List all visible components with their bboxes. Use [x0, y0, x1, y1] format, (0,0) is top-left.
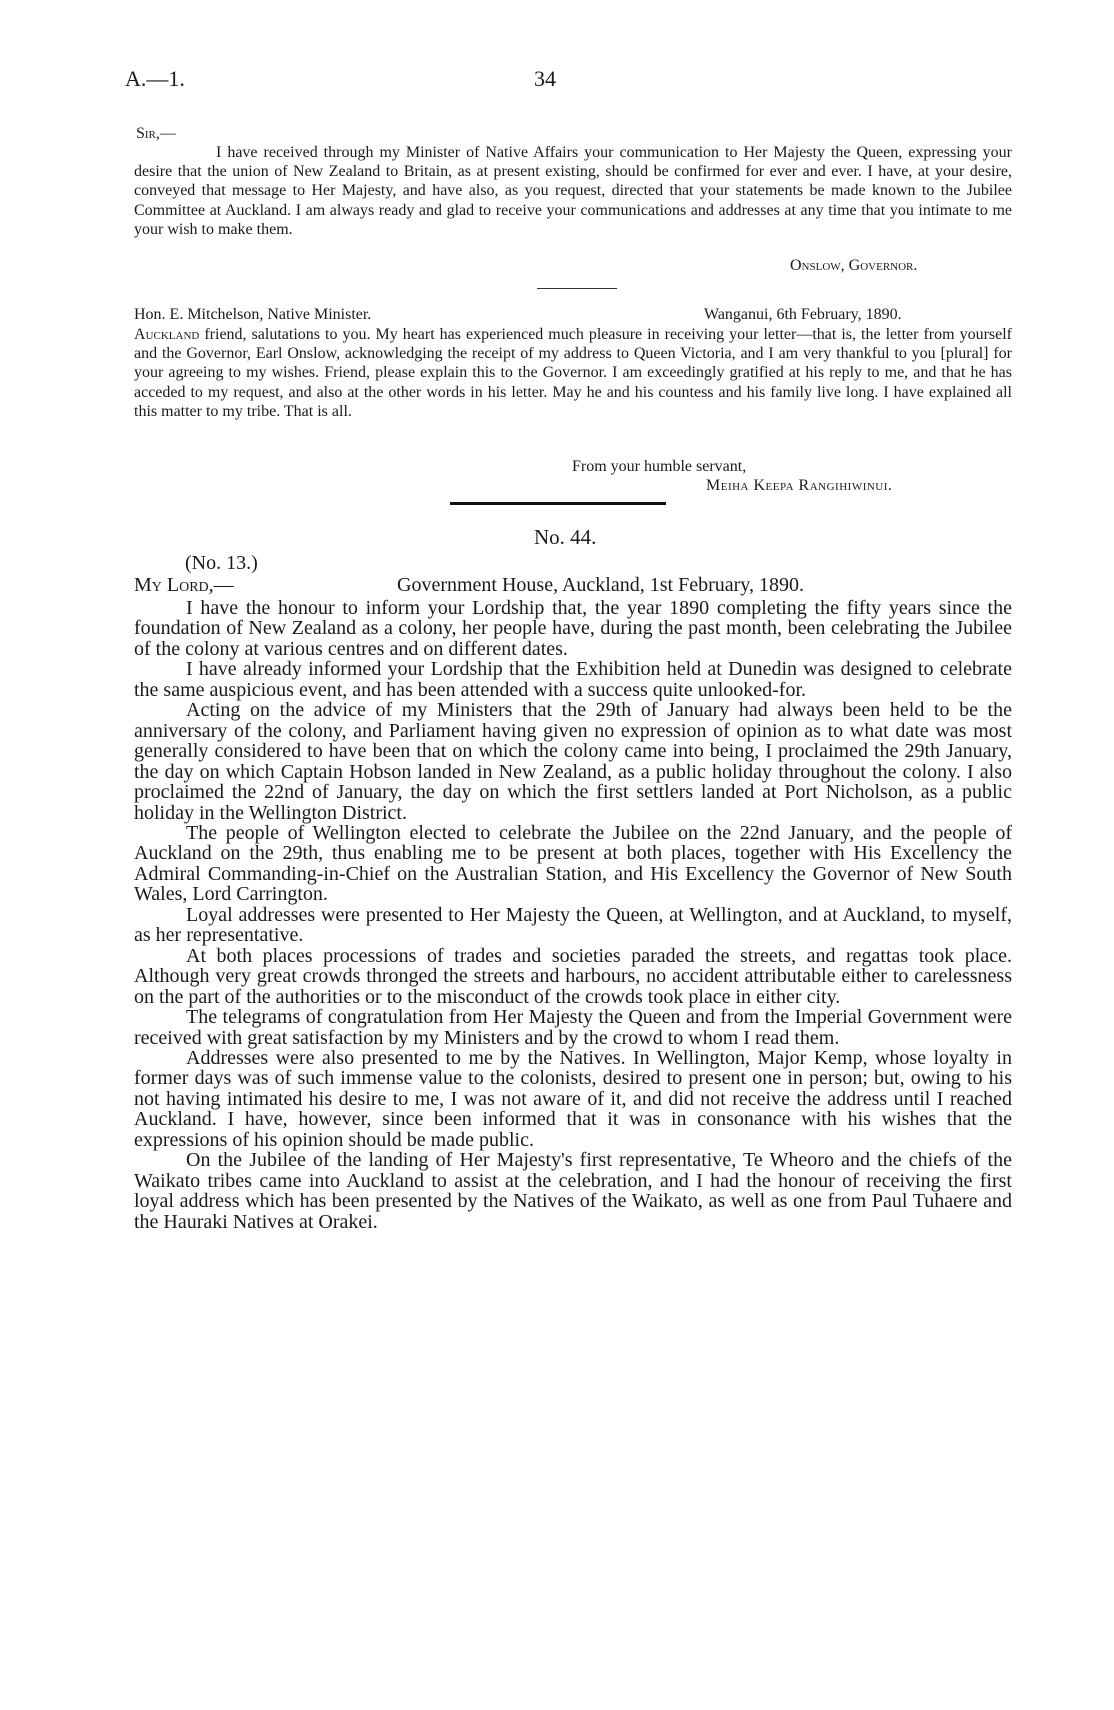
onslow-letter-body: I have received through my Minister of Native Affairs your communication to Her Majesty the Queen, expressing your desire that the union of New Zealand to Britain, as at present existing, should be confirmed for ever and ever. I have, at your desire, conveyed that message to Her Majesty, and have also, as you request, directed that your statements be made known to the Jubilee Committee at Auckland. I am always ready and glad to receive your communications and addresses at any time that you intimate to me your wish to make them. [134, 144, 1012, 238]
despatch-paragraph: On the Jubilee of the landing of Her Majesty's first representative, Te Wheoro and the chiefs of the Waikato tribes came into Auckland to assist at the celebration, and I had the honour of receiving the first loyal address which has been presented by the Natives of the Waikato, as well as one from Paul Tuhaere and the Hauraki Natives at Orakei. [134, 1149, 1012, 1233]
meiha-letter-text: friend, salutations to you. My heart has experienced much pleasure in receiving your letter—that is, the letter from yourself and the Governor, Earl Onslow, acknowledging the receipt of my address to Queen Victoria, and I am very thankful to you [plural] for your agreeing to my wishes. Friend, please explain this to the Governor. I am exceedingly gratified at his reply to me, and that he has acceded to my request, and also at the other words in his letter. May he and his countess and his family live long. I have explained all this matter to my tribe. That is all. [134, 326, 1012, 420]
despatch-paragraph: Acting on the advice of my Ministers that the 29th of January had always been held to be the anniversary of the colony, and Parliament having given no expression of opinion as to what date was most generally considered to have been that on which the colony came into being, I proclaimed the 29th January, the day on which Captain Hobson landed in New Zealand, as a public holiday throughout the colony. I also proclaimed the 22nd of January, the day on which the first settlers landed at Port Nicholson, as a public holiday in the Wellington District. [134, 699, 1012, 824]
despatch-paragraph: Loyal addresses were presented to Her Majesty the Queen, at Wellington, and at Auckland, to myself, as her representative. [134, 903, 1012, 947]
despatch-paragraph: At both places processions of trades and societies paraded the streets, and regattas took place. Although very great crowds thronged the streets and harbours, no accident attributable either to carelessness on the part of the authorities or to the misconduct of the crowds took place in either city. [134, 944, 1012, 1008]
despatch-paragraph: The telegrams of congratulation from Her Majesty the Queen and from the Imperial Government were received with great satisfaction by my Ministers and by the crowd to whom I read them. [134, 1006, 1012, 1049]
onslow-salutation: Sir,— [136, 125, 176, 142]
despatch-number: No. 44. [534, 525, 597, 549]
meiha-closing: From your humble servant, [572, 458, 747, 475]
despatch-body [134, 598, 1012, 1232]
section-divider-thick [450, 502, 666, 505]
page-number: 34 [534, 66, 556, 91]
meiha-place-date: Wanganui, 6th February, 1890. [704, 306, 902, 323]
despatch-paragraph: I have already informed your Lordship that the Exhibition held at Dunedin was designed to celebrate the same auspicious event, and has been attended with a success quite unlooked-for. [134, 658, 1012, 701]
despatch-paragraph: The people of Wellington elected to celebrate the Jubilee on the 22nd January, and the people of Auckland on the 29th, thus enabling me to be present at both places, together with His Excellency the Admiral Commanding-in-Chief on the Australian Station, and His Excellency the Governor of New South Wales, Lord Carrington. [134, 821, 1012, 906]
despatch-salutation: My Lord,— [134, 574, 234, 596]
despatch-place-date: Government House, Auckland, 1st February, 1890. [397, 574, 804, 596]
section-divider-short [537, 288, 617, 289]
parliamentary-paper-reference: A.—1. [125, 66, 185, 91]
meiha-letter-lead: Auckland [134, 326, 200, 343]
despatch-sub-number: (No. 13.) [185, 552, 258, 574]
onslow-signature: Onslow, Governor. [790, 257, 918, 274]
meiha-signature: Meiha Keepa Rangihiwinui. [706, 477, 893, 494]
meiha-addressee: Hon. E. Mitchelson, Native Minister. [134, 306, 372, 323]
despatch-paragraph: I have the honour to inform your Lordship that, the year 1890 completing the fifty years since the foundation of New Zealand as a colony, her people have, during the past month, been celebrating the Jubilee of the colony at various centres and on different dates. [134, 597, 1012, 660]
meiha-letter-body [134, 325, 1012, 421]
despatch-paragraph: Addresses were also presented to me by the Natives. In Wellington, Major Kemp, whose loyalty in former days was of such immense value to the colonists, desired to present one in person; but, owing to his not having intimated his desire to me, I was not aware of it, and did not receive the address until I reached Auckland. I have, however, since been informed that it was in consonance with his wishes that the expressions of his opinion should be made public. [134, 1046, 1012, 1151]
